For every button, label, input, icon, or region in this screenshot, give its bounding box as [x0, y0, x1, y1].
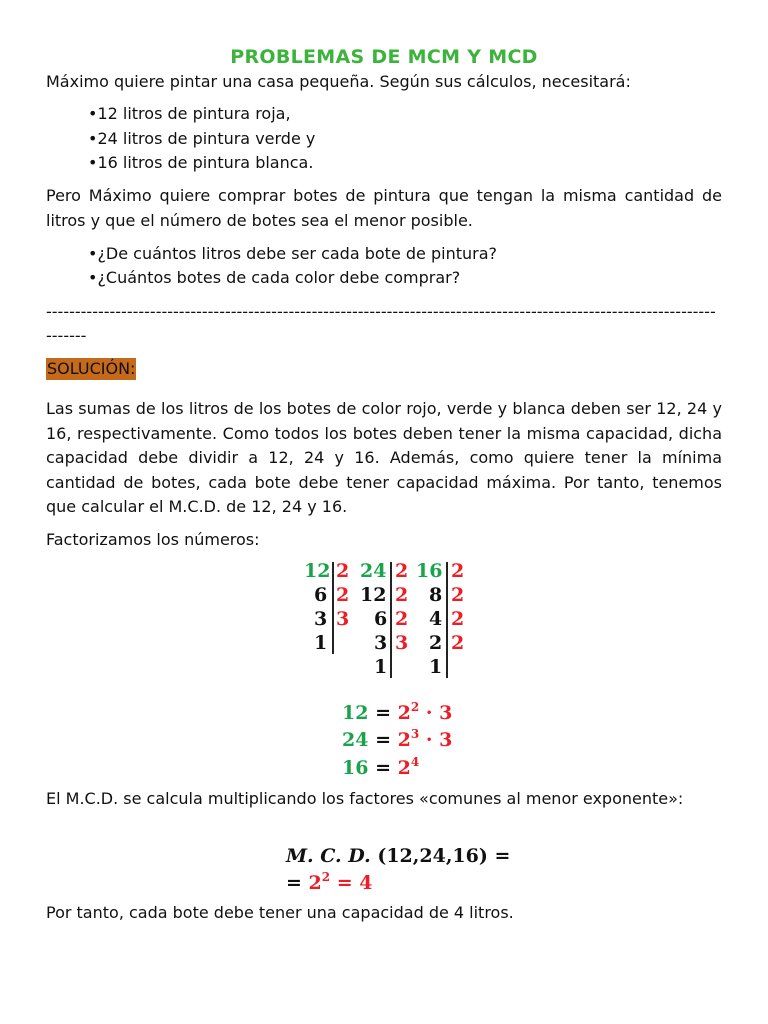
quotient: 1 — [429, 656, 443, 678]
equation-exponent: 2 — [410, 700, 420, 714]
equation-lhs: 12 — [342, 702, 369, 724]
quotient: 3 — [374, 632, 388, 654]
quotient: 1 — [374, 656, 388, 678]
equation-base: 2 — [397, 702, 411, 724]
equation-24: $24 = 2^3 \cdot 3$ — [342, 727, 453, 751]
equation-lhs: 24 — [342, 729, 369, 751]
need-item-green: •24 litros de pintura verde y — [88, 129, 316, 148]
divisor: 2 — [395, 584, 409, 606]
equation-16: $16 = 2^4$ — [342, 755, 420, 779]
mcd-args: (12,24,16) = — [377, 845, 511, 867]
mcd-result: = 4 — [336, 872, 373, 894]
need-item-red: •12 litros de pintura roja, — [88, 104, 291, 123]
separator-line: -------------------------------------------------------------------------------------------------------------------- — [46, 302, 716, 321]
need-item-white: •16 litros de pintura blanca. — [88, 153, 314, 172]
separator-line-continuation: ------- — [46, 326, 87, 345]
mcd-label: M. C. D. — [286, 845, 371, 867]
divisor: 2 — [451, 584, 465, 606]
explanation-text: Las sumas de los litros de los botes de color rojo, verde y blanca deben ser 12, 24 y 16, respectivamente. Como todos los botes deben tener la misma capacidad, dicha capacidad debe dividir a 12, 24 y 16. Además, como quiere tener la mínima cantidad de botes, cada bote debe tener capacidad máxima. Por tanto, tenemos que calcular el M.C.D. de 12, 24 y 16. — [46, 399, 722, 516]
solution-label: SOLUCIÓN: — [47, 359, 136, 378]
page-title: PROBLEMAS DE MCM Y MCD — [230, 46, 538, 68]
problem-text: Pero Máximo quiere comprar botes de pintura que tengan la misma cantidad de litros y que el número de botes sea el menor posible. — [46, 186, 722, 230]
equation-rest: · 3 — [425, 729, 453, 751]
quotient: 2 — [429, 632, 443, 654]
divisor: 2 — [395, 560, 409, 582]
quotient: 8 — [429, 584, 443, 606]
intro-text: Máximo quiere pintar una casa pequeña. Según sus cálculos, necesitará: — [46, 72, 631, 91]
equation-exponent: 3 — [410, 727, 420, 741]
equation-base: 2 — [397, 729, 411, 751]
quotient: 6 — [374, 608, 388, 630]
factor-intro-text: Factorizamos los números: — [46, 530, 260, 549]
dividend-12: 12 — [304, 560, 331, 582]
mcd-formula-line2 — [286, 870, 373, 896]
division-bar — [446, 562, 448, 678]
mcd-formula-line1 — [286, 843, 510, 869]
division-bar — [390, 562, 392, 678]
divisor: 2 — [336, 560, 350, 582]
mcd-base: 2 — [308, 872, 322, 894]
mcd-exponent: 2 — [321, 870, 331, 884]
equation-12: $12 = 2^2 \cdot 3$ — [342, 700, 453, 724]
quotient: 1 — [314, 632, 328, 654]
conclusion-text: Por tanto, cada bote debe tener una capacidad de 4 litros. — [46, 903, 514, 922]
quotient: 4 — [429, 608, 443, 630]
divisor: 2 — [451, 560, 465, 582]
equation-rest: · 3 — [425, 702, 453, 724]
dividend-24: 24 — [360, 560, 387, 582]
divisor: 3 — [336, 608, 350, 630]
divisor: 3 — [395, 632, 409, 654]
divisor: 2 — [451, 608, 465, 630]
question-item-liters: •¿De cuántos litros debe ser cada bote de pintura? — [88, 244, 497, 263]
quotient: 12 — [360, 584, 387, 606]
mcd-equals: = — [286, 872, 309, 894]
mcd-explanation-text: El M.C.D. se calcula multiplicando los factores «comunes al menor exponente»: — [46, 789, 684, 808]
divisor: 2 — [451, 632, 465, 654]
divisor: 2 — [336, 584, 350, 606]
question-item-count: •¿Cuántos botes de cada color debe comprar? — [88, 268, 461, 287]
equation-base: 2 — [397, 757, 411, 779]
quotient: 3 — [314, 608, 328, 630]
equation-lhs: 16 — [342, 757, 369, 779]
quotient: 6 — [314, 584, 328, 606]
equation-exponent: 4 — [410, 755, 420, 769]
division-bar — [332, 562, 334, 654]
divisor: 2 — [395, 608, 409, 630]
dividend-16: 16 — [416, 560, 443, 582]
